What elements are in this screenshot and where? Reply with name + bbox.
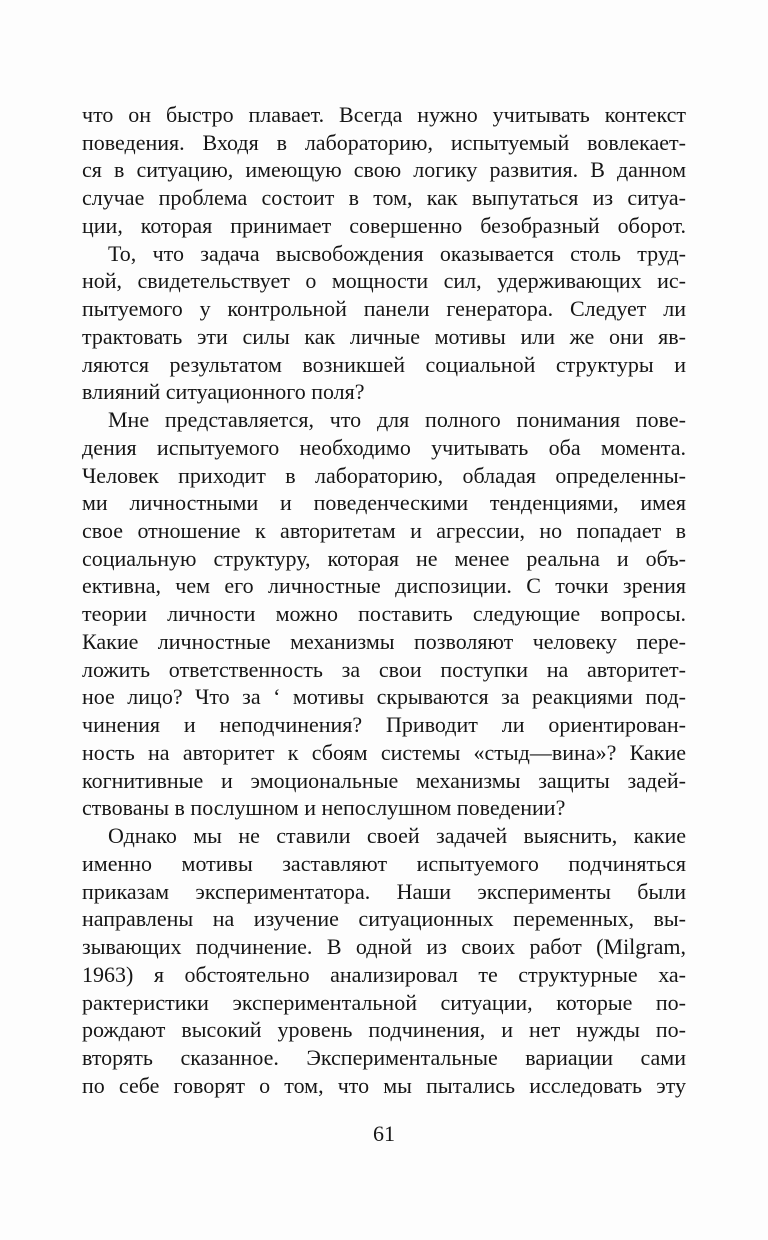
text-line: чинения и неподчинения? Приводит ли ориентирован- [82,712,686,738]
text-line: ствованы в послушном и непослушном поведении? [82,795,566,821]
text-line: теории личности можно поставить следующие вопросы. [82,601,686,627]
paragraph [82,240,686,406]
text-line: Однако мы не ставили своей задачей выяснить, какие [108,823,686,849]
text-line: ляются результатом возникшей социальной структуры и [82,351,686,377]
text-line: вторять сказанное. Экспериментальные вариации сами [82,1044,686,1070]
text-line: пытуемого у контрольной панели генератора. Следует ли [82,296,686,322]
page-number: 61 [373,1121,395,1146]
text-line: зывающих подчинение. В одной из своих работ (Milgram, [82,934,686,960]
text-line: ся в ситуацию, имеющую свою логику развития. В данном [82,157,686,183]
text-line: по себе говорят о том, что мы пытались исследовать эту [82,1072,686,1098]
text-line: дения испытуемого необходимо учитывать оба момента. [82,434,686,460]
text-line: ции, которая принимает совершенно безобразный оборот. [82,212,686,238]
body-text [82,101,686,1099]
text-line: ность на авторитет к сбоям системы «стыд—вина»? Какие [82,739,686,765]
text-line: именно мотивы заставляют испытуемого подчиняться [82,850,686,876]
paragraph [82,406,686,822]
text-line: направлены на изучение ситуационных переменных, вы- [82,906,686,932]
text-line: Какие личностные механизмы позволяют человеку пере- [82,628,686,654]
text-line: рактеристики экспериментальной ситуации, которые по- [82,989,686,1015]
text-line: То, что задача высвобождения оказывается столь труд- [108,240,686,266]
text-line: рождают высокий уровень подчинения, и нет нужды по- [82,1017,686,1043]
text-line: приказам экспериментатора. Наши эксперименты были [82,878,686,904]
text-line: социальную структуру, которая не менее реальна и объ- [82,545,686,571]
text-line: ми личностными и поведенческими тенденциями, имея [82,490,686,516]
paragraph [82,101,686,240]
text-line: влияний ситуационного поля? [82,379,365,405]
text-line: 1963) я обстоятельно анализировал те структурные ха- [82,961,686,987]
text-line: случае проблема состоит в том, как выпутаться из ситуа- [82,185,686,211]
text-line: ективна, чем его личностные диспозиции. С точки зрения [82,573,686,599]
text-line: Мне представляется, что для полного понимания пове- [108,407,686,433]
text-line: трактовать эти силы как личные мотивы или же они яв- [82,323,686,349]
text-line: ное лицо? Что за ‘ мотивы скрываются за реакциями под- [82,684,686,710]
text-line: свое отношение к авторитетам и агрессии, но попадает в [82,518,686,544]
paragraph [82,822,686,1099]
text-line: Человек приходит в лабораторию, обладая определенны- [82,462,686,488]
text-line: ной, свидетельствует о мощности сил, удерживающих ис- [82,268,686,294]
text-line: когнитивные и эмоциональные механизмы защиты задей- [82,767,686,793]
text-line: поведения. Входя в лабораторию, испытуемый вовлекает- [82,129,686,155]
text-line: что он быстро плавает. Всегда нужно учитывать контекст [82,102,686,127]
text-line: ложить ответственность за свои поступки на авторитет- [82,656,686,682]
